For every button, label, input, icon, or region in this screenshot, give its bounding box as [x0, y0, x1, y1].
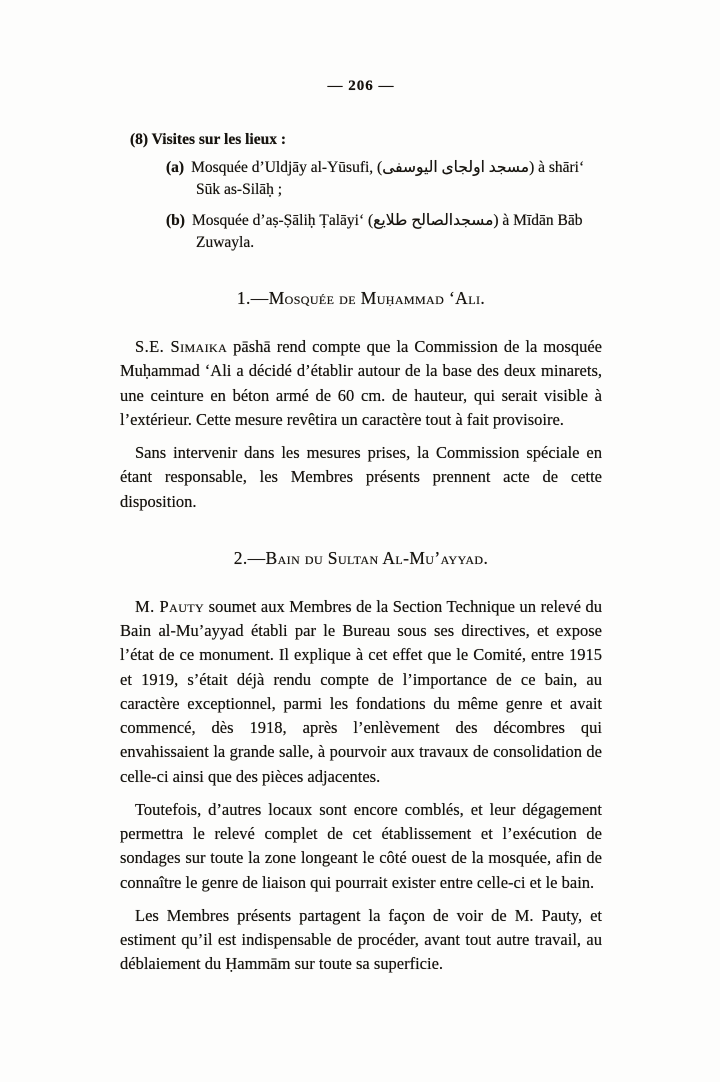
list-item-text: Mosquée d’aṣ-Ṣāliḥ Ṭalāyi‘ (مسجدالصالح طلايع) à Mīdān Bāb Zuwayla.	[191, 212, 583, 251]
paragraph	[120, 335, 602, 432]
list-item-text: Mosquée d’Uldjāy al-Yūsufi, (مسجد اولجاى اليوسفى) à shāri‘ Sūk as-Silāḥ ;	[191, 159, 585, 198]
section-heading: 1.—Mosquée de Muḥammad ‘Ali.	[236, 288, 486, 308]
list-marker: (a)	[166, 159, 185, 176]
visits-label: (8) Visites sur les lieux :	[130, 131, 286, 148]
speaker-name: S.E. Simaika	[135, 337, 228, 356]
section-mosquee-muhammad-ali	[120, 288, 602, 514]
paragraph	[120, 595, 602, 789]
speaker-name: M. Pauty	[135, 596, 205, 616]
paragraph: Toutefois, d’autres locaux sont encore comblés, et leur dégagement permettra le relevé complet de cet établissement et l’exécution de sondages sur toute la zone longeant le côté ouest de la mosquée, afin de connaître le genre de liaison qui pourrait exister entre celle-ci et le bain.	[120, 799, 602, 892]
list-marker: (b)	[166, 212, 185, 229]
visits-section	[120, 131, 602, 254]
paragraph: Sans intervenir dans les mesures prises, la Commission spéciale en étant responsable, les Membres présents prennent acte de cette disposition.	[120, 443, 602, 511]
page-number: — 206 —	[327, 78, 395, 94]
paragraph-text: soumet aux Membres de la Section Technique un relevé du Bain al-Mu’ayyad établi par le Bureau sous ses directives, et expose l’état de ce monument. Il explique à cet effet que le Comité, entre 1915 et 1919, s’était déjà rendu compte de l’importance de ce bain, au caractère exceptionnel, parmi les fondations du même genre et avait commencé, dès 1918, après l’enlèvement des décombres qui envahissaient la grande salle, à pourvoir aux travaux de consolidation de celle-ci ainsi que des pièces adjacentes.	[120, 596, 602, 786]
paragraph-text: pāshā rend compte que la Commission de la mosquée Muḥammad ‘Ali a décidé d’établir autour de la base des deux minarets, une ceinture en béton armé de 60 cm. de hauteur, qui serait visible à l’extérieur. Cette mesure revêtira un caractère tout à fait provisoire.	[120, 337, 602, 429]
list-item	[120, 210, 602, 254]
section-bain-sultan-al-muayyad	[120, 548, 602, 977]
paragraph: Les Membres présents partagent la façon de voir de M. Pauty, et estiment qu’il est indispensable de procéder, avant tout autre travail, au déblaiement du Ḥammām sur toute sa superficie.	[120, 905, 602, 974]
list-item	[120, 157, 602, 201]
section-heading: 2.—Bain du Sultan Al-Mu’ayyad.	[233, 547, 489, 568]
